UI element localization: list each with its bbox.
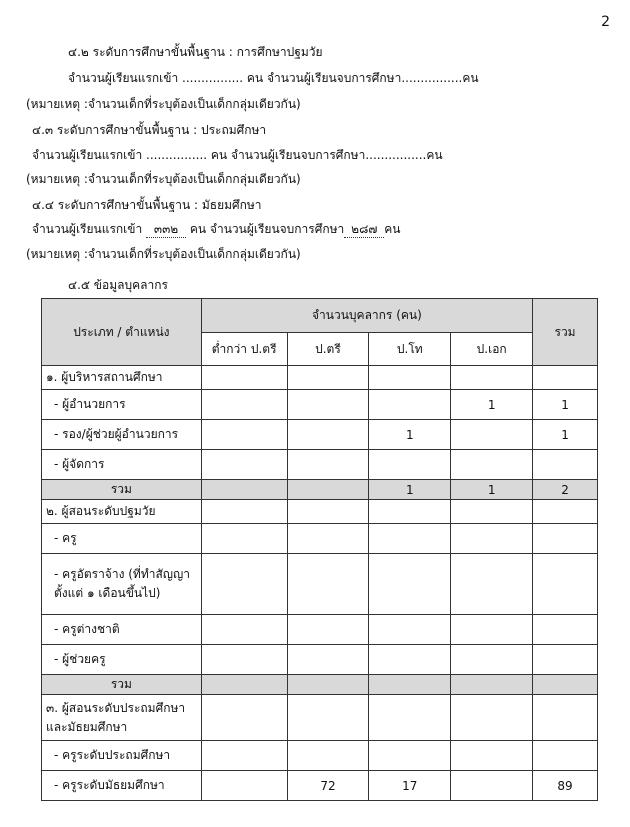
row-cell <box>369 500 451 524</box>
row-cell: 1 <box>369 420 451 450</box>
table-row <box>42 500 598 524</box>
section-heading-4-2: ๔.๒ ระดับการศึกษาขั้นพื้นฐาน : การศึกษาปฐมวัย <box>68 45 323 59</box>
graduate-count: ๒๘๗ <box>344 221 384 238</box>
row-cell <box>369 741 451 771</box>
row-cell <box>451 695 533 741</box>
row-cell <box>287 450 369 480</box>
row-cell <box>201 390 287 420</box>
row-cell: 1 <box>369 480 451 500</box>
row-label: - ผู้ช่วยครู <box>42 645 202 675</box>
row-cell <box>369 645 451 675</box>
row-cell <box>201 554 287 615</box>
row-cell: 1 <box>533 390 598 420</box>
row-cell: 1 <box>533 420 598 450</box>
row-label: ๑. ผู้บริหารสถานศึกษา <box>42 366 202 390</box>
row-cell <box>201 645 287 675</box>
row-cell <box>287 554 369 615</box>
row-cell <box>287 524 369 554</box>
header-master: ป.โท <box>369 333 451 366</box>
row-label: - ครูต่างชาติ <box>42 615 202 645</box>
row-cell <box>451 450 533 480</box>
table-row <box>42 390 598 420</box>
table-row <box>42 420 598 450</box>
note-4-2: (หมายเหตุ :จำนวนเด็กที่ระบุต้องเป็นเด็กกลุ่มเดียวกัน) <box>26 97 301 111</box>
row-cell <box>369 554 451 615</box>
row-label: - ครูระดับมัธยมศึกษา <box>42 771 202 801</box>
header-doctorate: ป.เอก <box>451 333 533 366</box>
intake-count: ๓๓๒ <box>146 221 186 238</box>
row-cell <box>369 390 451 420</box>
row-cell <box>533 645 598 675</box>
table-row <box>42 675 598 695</box>
row-cell <box>369 615 451 645</box>
row-cell <box>201 771 287 801</box>
page-number: 2 <box>601 14 610 30</box>
row-cell <box>201 695 287 741</box>
row-cell <box>287 615 369 645</box>
row-cell <box>201 500 287 524</box>
header-below-bachelor: ต่ำกว่า ป.ตรี <box>201 333 287 366</box>
row-cell <box>451 615 533 645</box>
row-cell: 89 <box>533 771 598 801</box>
table-row <box>42 771 598 801</box>
row-cell <box>369 695 451 741</box>
note-4-3: (หมายเหตุ :จำนวนเด็กที่ระบุต้องเป็นเด็กกลุ่มเดียวกัน) <box>26 172 301 186</box>
row-cell <box>201 480 287 500</box>
table-row <box>42 366 598 390</box>
row-cell <box>287 366 369 390</box>
row-cell: 2 <box>533 480 598 500</box>
row-cell: 1 <box>451 390 533 420</box>
table-row <box>42 554 598 615</box>
row-label: - ผู้จัดการ <box>42 450 202 480</box>
row-cell <box>451 741 533 771</box>
row-cell <box>369 366 451 390</box>
row-cell <box>451 645 533 675</box>
row-cell <box>533 615 598 645</box>
table-row <box>42 645 598 675</box>
row-cell <box>451 500 533 524</box>
row-cell <box>451 771 533 801</box>
table-row <box>42 741 598 771</box>
row-label: - รอง/ผู้ช่วยผู้อำนวยการ <box>42 420 202 450</box>
section-heading-4-3: ๔.๓ ระดับการศึกษาขั้นพื้นฐาน : ประถมศึกษา <box>32 123 267 137</box>
table-row <box>42 480 598 500</box>
header-group: จำนวนบุคลากร (คน) <box>201 299 532 333</box>
row-label: - ผู้อำนวยการ <box>42 390 202 420</box>
section-counts-4-3: จำนวนผู้เรียนแรกเข้า ................ คน จำนวนผู้เรียนจบการศึกษา................คน <box>32 148 443 162</box>
row-label: - ครูอัตราจ้าง (ที่ทำสัญญาตั้งแต่ ๑ เดือนขึ้นไป) <box>42 554 202 615</box>
row-label: - ครู <box>42 524 202 554</box>
note-4-4: (หมายเหตุ :จำนวนเด็กที่ระบุต้องเป็นเด็กกลุ่มเดียวกัน) <box>26 247 301 261</box>
row-cell <box>533 366 598 390</box>
row-cell <box>201 675 287 695</box>
row-cell <box>369 675 451 695</box>
table-row <box>42 524 598 554</box>
row-cell <box>201 615 287 645</box>
row-label: รวม <box>42 675 202 695</box>
row-cell <box>533 695 598 741</box>
header-total: รวม <box>533 299 598 366</box>
row-cell <box>533 524 598 554</box>
row-cell <box>451 524 533 554</box>
row-cell <box>287 675 369 695</box>
personnel-heading: ๔.๕ ข้อมูลบุคลากร <box>68 278 168 292</box>
row-cell <box>287 500 369 524</box>
row-label: ๓. ผู้สอนระดับประถมศึกษาและมัธยมศึกษา <box>42 695 202 741</box>
row-label: ๒. ผู้สอนระดับปฐมวัย <box>42 500 202 524</box>
section-heading-4-4: ๔.๔ ระดับการศึกษาขั้นพื้นฐาน : มัธยมศึกษา <box>32 198 262 212</box>
row-cell <box>451 420 533 450</box>
row-cell: 72 <box>287 771 369 801</box>
table-row <box>42 695 598 741</box>
row-cell <box>451 366 533 390</box>
table-row <box>42 450 598 480</box>
row-cell <box>369 450 451 480</box>
row-cell <box>201 741 287 771</box>
row-cell <box>287 695 369 741</box>
row-cell <box>287 390 369 420</box>
row-cell <box>533 675 598 695</box>
row-cell: 1 <box>451 480 533 500</box>
row-label: รวม <box>42 480 202 500</box>
row-cell <box>287 645 369 675</box>
personnel-table <box>41 298 598 801</box>
row-cell <box>533 741 598 771</box>
row-cell <box>451 554 533 615</box>
section-counts-4-2: จำนวนผู้เรียนแรกเข้า ................ คน จำนวนผู้เรียนจบการศึกษา................คน <box>68 71 479 85</box>
row-cell <box>533 450 598 480</box>
row-cell <box>201 366 287 390</box>
row-cell <box>287 480 369 500</box>
header-bachelor: ป.ตรี <box>287 333 369 366</box>
row-cell <box>533 554 598 615</box>
row-cell <box>201 450 287 480</box>
row-cell <box>369 524 451 554</box>
row-cell <box>287 420 369 450</box>
header-type: ประเภท / ตำแหน่ง <box>42 299 202 366</box>
row-label: - ครูระดับประถมศึกษา <box>42 741 202 771</box>
row-cell <box>451 675 533 695</box>
row-cell <box>533 500 598 524</box>
table-row <box>42 615 598 645</box>
row-cell <box>287 741 369 771</box>
row-cell <box>201 420 287 450</box>
row-cell: 17 <box>369 771 451 801</box>
row-cell <box>201 524 287 554</box>
section-counts-4-4: จำนวนผู้เรียนแรกเข้า ๓๓๒ คน จำนวนผู้เรียนจบการศึกษา ๒๘๗ คน <box>32 222 401 236</box>
